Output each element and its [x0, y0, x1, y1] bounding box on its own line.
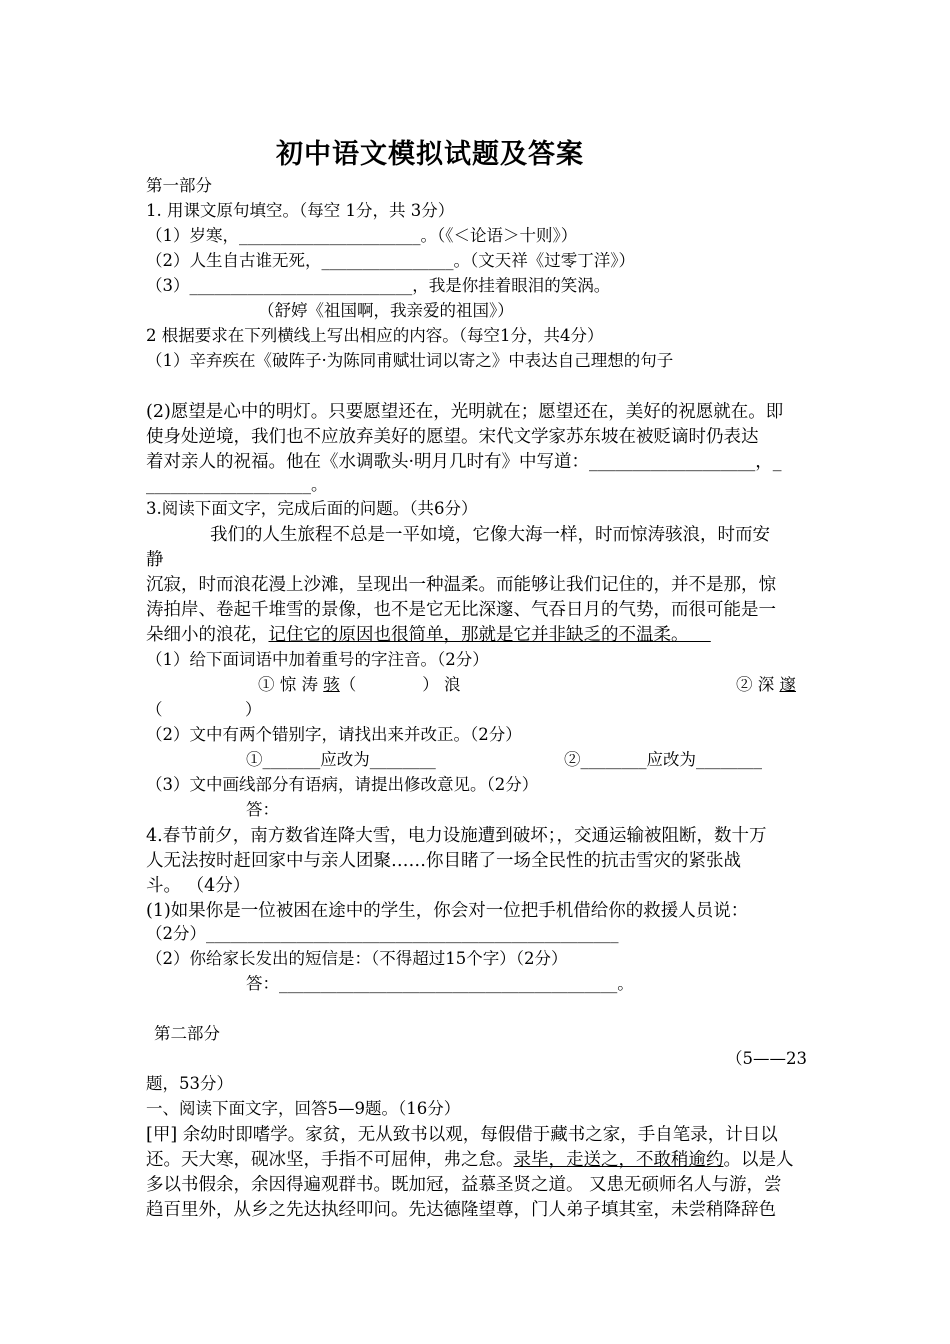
q3-stem: 3.阅读下面文字，完成后面的问题。（共6分）	[146, 499, 478, 518]
q3-sub3-answer: 答：	[246, 800, 279, 819]
q4-sub1: (1)如果你是一位被困在途中的学生，你会对一位把手机借给你的救援人员说：	[146, 901, 749, 921]
passage-underlined-phrase: 录毕，走送之，不敢稍逾约	[513, 1150, 724, 1170]
q4-para-line3: 斗。 （4分）	[146, 876, 251, 896]
q1-line4: （舒婷《祖国啊，我亲爱的祖国》）	[258, 301, 514, 320]
passage-line2	[146, 1146, 794, 1174]
q2-para-line2: 使身处逆境，我们也不应放弃美好的愿望。宋代文学家苏东坡在被贬谪时仍表达	[146, 427, 759, 447]
q1-line1: （1）岁寒，______________________。（《＜论语＞十则》）	[146, 226, 578, 245]
q3-para-line1: 我们的人生旅程不总是一平如境，它像大海一样，时而惊涛骇浪，时而安	[210, 525, 770, 545]
part2-heading: 第二部分	[154, 1024, 220, 1043]
page-title: 初中语文模拟试题及答案	[276, 139, 584, 170]
q3-para-line4: 涛拍岸、卷起千堆雪的景像，也不是它无比深邃、气吞日月的气势，而很可能是一	[146, 600, 776, 620]
q3-sub1-a	[258, 673, 461, 697]
q3-sub1-b	[736, 673, 796, 697]
q3-sub3: （3）文中画线部分有语病，请提出修改意见。（2分）	[146, 775, 539, 794]
q3-sub2-a: ①_______应改为________	[246, 750, 436, 769]
q4-para-line2: 人无法按时赶回家中与亲人团聚……你目睹了一场全民性的抗击雪灾的紧张战	[146, 851, 741, 871]
q2-para-line4: ____________________。	[146, 475, 328, 494]
section1-stem: 一、阅读下面文字，回答5—9题。（16分）	[146, 1099, 461, 1118]
q3-sub1-a-label: ① 惊 涛	[258, 675, 324, 694]
q4-sub2: （2）你给家长发出的短信是：（不得超过15个字）（2分）	[146, 949, 568, 968]
q3-sub1-a-rest: （ ） 浪	[339, 675, 461, 694]
passage-line2-start: 还。天大寒，砚冰坚，手指不可屈伸，弗之怠。	[146, 1150, 514, 1170]
q1-line2: （2）人生自古谁无死，________________。（文天祥《过零丁洋》）	[146, 251, 635, 270]
q3-underlined-sentence: 记住它的原因也很简单，那就是它并非缺乏的不温柔。	[268, 625, 689, 645]
q4-para-line1: 4.春节前夕，南方数省连降大雪，电力设施遭到破坏；，交通运输被阻断，数十万	[146, 826, 767, 846]
q1-stem: 1. 用课文原句填空。（每空 1分，共 3分）	[146, 201, 455, 220]
q3-sub1-a-char: 骇	[323, 675, 340, 694]
part1-heading: 第一部分	[146, 176, 212, 195]
q1-line3: （3）___________________________，我是你挂着眼泪的笑涡。	[146, 276, 611, 295]
passage-line1: [甲] 余幼时即嗜学。家贫，无从致书以观，每假借于藏书之家，手自笔录，计日以	[146, 1125, 778, 1145]
q3-sub1-b-label: ② 深	[736, 675, 780, 694]
q2-para-line3: 着对亲人的祝福。他在《水调歌头·明月几时有》中写道：___________________，_	[146, 452, 782, 472]
passage-line3: 多以书假余，余因得遍观群书。既加冠，益慕圣贤之道。 又患无硕师名人与游，尝	[146, 1175, 782, 1195]
passage-line4: 趋百里外，从乡之先达执经叩问。先达德隆望尊，门人弟子填其室，未尝稍降辞色	[146, 1200, 776, 1220]
q2-stem: 2 根据要求在下列横线上写出相应的内容。（每空1分，共4分）	[146, 326, 604, 345]
part2-range-line1: （5——23	[726, 1049, 807, 1068]
q3-sub1-c: （ ）	[146, 700, 262, 719]
q4-sub2-answer: 答：_________________________________________。	[246, 974, 634, 993]
q3-sub1: （1）给下面词语中加着重号的字注音。（2分）	[146, 650, 489, 669]
q3-para-line5-start: 朵细小的浪花，	[146, 625, 269, 645]
q3-sub1-b-char: 邃	[779, 675, 796, 694]
q3-sub2-b: ②________应改为________	[564, 750, 762, 769]
part2-range-line2: 题，53分）	[146, 1074, 233, 1093]
q2-line1: （1）辛弃疾在《破阵子·为陈同甫赋壮词以寄之》中表达自己理想的句子	[146, 351, 674, 370]
q3-para-line5	[146, 621, 711, 649]
q3-para-line2: 静	[146, 550, 164, 570]
q3-para-line3: 沉寂，时而浪花漫上沙滩，呈现出一种温柔。而能够让我们记住的，并不是那，惊	[146, 575, 776, 595]
q4-sub1-answer: （2分）__________________________________________________	[146, 924, 619, 943]
passage-line2-end: 。以是人	[723, 1150, 794, 1170]
q2-para-line1: (2)愿望是心中的明灯。只要愿望还在，光明就在；愿望还在，美好的祝愿就在。即	[146, 402, 784, 422]
q3-sub2: （2）文中有两个错别字，请找出来并改正。（2分）	[146, 725, 522, 744]
